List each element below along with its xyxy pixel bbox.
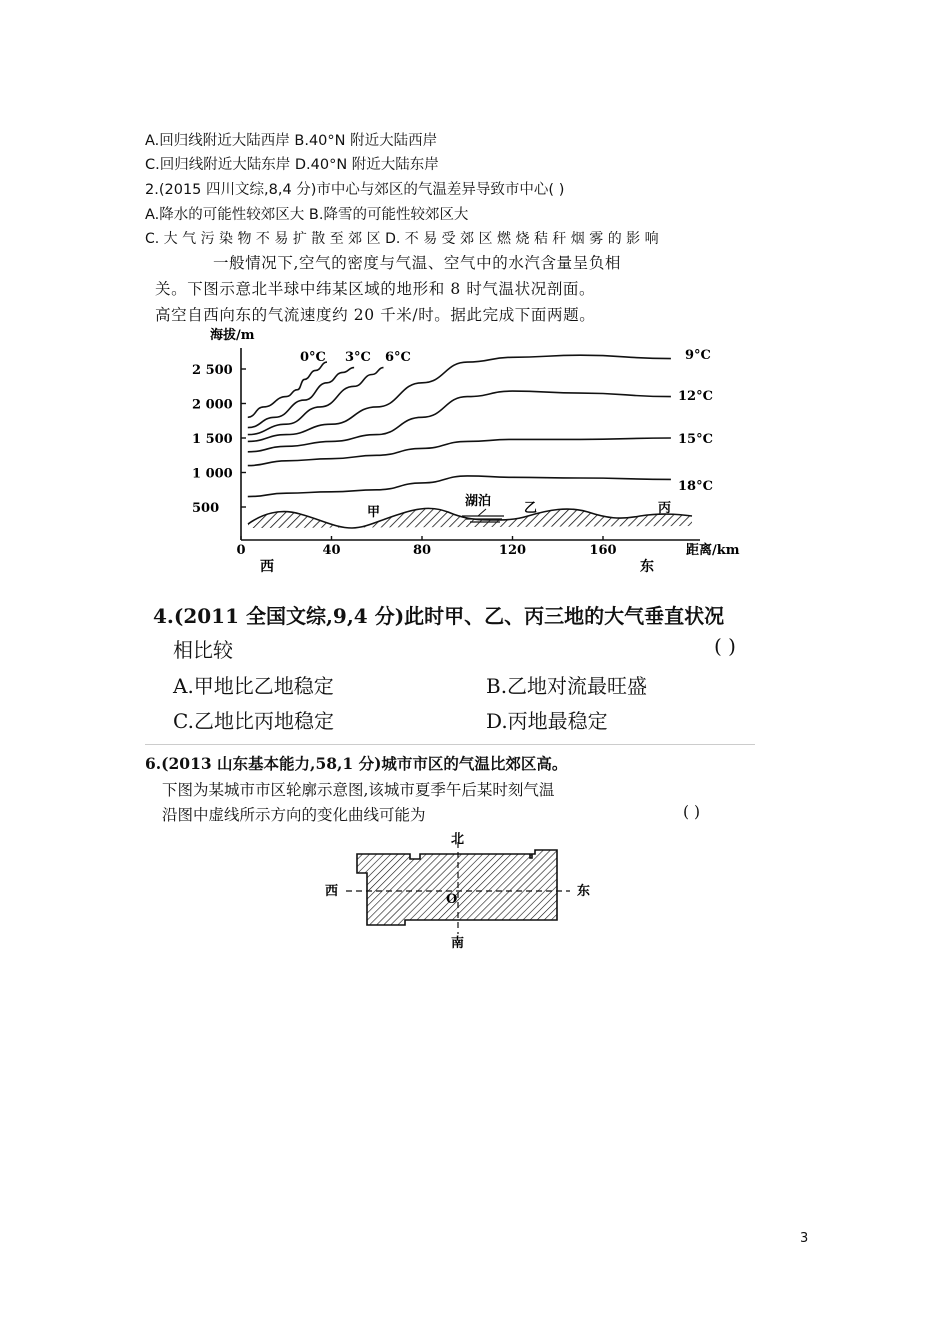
x-tick-label: 0 — [236, 543, 246, 558]
city-area — [357, 850, 557, 925]
x-tick-label: 120 — [498, 543, 527, 558]
q4-option-d: D.丙地最稳定 — [486, 709, 608, 733]
isotherm-line-4 — [248, 391, 671, 452]
map-north-label: 北 — [451, 832, 465, 847]
q4-answer-paren: ( ) — [714, 634, 736, 658]
y-tick-label: 2 500 — [192, 363, 233, 378]
place-bing: 丙 — [658, 501, 672, 516]
map-south-label: 南 — [451, 936, 465, 951]
isotherm-line-6 — [248, 476, 671, 497]
east-label: 东 — [640, 559, 654, 575]
q2-stem: 2.(2015 四川文综,8,4 分)市中心与郊区的气温差异导致市中心( ) — [145, 182, 565, 198]
q6-stem-line-3: 沿图中虚线所示方向的变化曲线可能为 — [162, 806, 426, 824]
q4-option-b: B.乙地对流最旺盛 — [486, 674, 648, 698]
q6-stem-line-2: 下图为某城市市区轮廓示意图,该城市夏季午后某时刻气温 — [162, 781, 555, 799]
y-tick-label: 500 — [192, 501, 220, 516]
y-tick-label: 1 000 — [192, 466, 233, 482]
q1-options-ab: A.回归线附近大陆西岸 B.40°N 附近大陆西岸 — [145, 133, 438, 149]
isotherm-label-6: 6°C — [385, 350, 411, 365]
x-axis-label: 距离/km — [686, 543, 740, 558]
q4-option-a: A.甲地比乙地稳定 — [173, 674, 334, 698]
q4-stem-line-1: 4.(2011 全国文综,9,4 分)此时甲、乙、丙三地的大气垂直状况 — [153, 604, 725, 628]
isotherm-label-12: 12°C — [678, 389, 713, 404]
temperature-cross-section-chart — [180, 322, 780, 582]
isotherm-line-2 — [248, 368, 384, 435]
x-tick-label: 40 — [322, 543, 341, 558]
intro-line-3: 高空自西向东的气流速度约 20 千米/时。据此完成下面两题。 — [155, 306, 596, 324]
q6-stem-line-1: 6.(2013 山东基本能力,58,1 分)城市市区的气温比郊区高。 — [145, 754, 568, 773]
q4-stem-line-2: 相比较 — [173, 638, 233, 662]
isotherm-label-9: 9°C — [685, 348, 711, 363]
intro-line-1: 一般情况下,空气的密度与气温、空气中的水汽含量呈负相 — [213, 254, 622, 272]
map-origin-label: O — [446, 892, 458, 907]
isotherm-label-3: 3°C — [345, 350, 371, 365]
q4-option-c: C.乙地比丙地稳定 — [173, 709, 334, 733]
isotherm-line-5 — [248, 438, 671, 466]
q2-options-cd: C. 大 气 污 染 物 不 易 扩 散 至 郊 区 D. 不 易 受 郊 区 燃 烧 秸 秆 烟 雾 的 影 响 — [145, 231, 659, 247]
isotherm-label-15: 15°C — [678, 432, 713, 447]
place-jia: 甲 — [367, 505, 381, 520]
isotherm-lines — [248, 355, 671, 496]
q1-options-cd: C.回归线附近大陆东岸 D.40°N 附近大陆东岸 — [145, 157, 439, 173]
map-east-label: 东 — [577, 884, 591, 899]
q6-answer-paren: ( ) — [683, 803, 701, 821]
isotherm-label-0: 0°C — [300, 350, 326, 365]
divider — [145, 744, 755, 745]
x-tick-label: 160 — [589, 543, 617, 558]
y-axis-label: 海拔/m — [210, 328, 255, 343]
y-tick-label: 1 500 — [192, 432, 233, 447]
lake-pointer — [478, 509, 486, 516]
place-lake: 湖泊 — [465, 494, 492, 509]
city-outline-map — [310, 826, 600, 956]
y-tick-label: 2 000 — [192, 397, 233, 413]
page-number: 3 — [800, 1231, 809, 1246]
q2-options-ab: A.降水的可能性较郊区大 B.降雪的可能性较郊区大 — [145, 207, 469, 223]
map-west-label: 西 — [325, 884, 339, 899]
isotherm-line-0 — [248, 362, 327, 417]
west-label: 西 — [260, 559, 274, 575]
x-tick-label: 80 — [412, 543, 432, 558]
isotherm-label-18: 18°C — [678, 479, 713, 494]
place-yi: 乙 — [524, 501, 538, 516]
y-ticks — [192, 363, 246, 516]
intro-line-2: 关。下图示意北半球中纬某区域的地形和 8 时气温状况剖面。 — [155, 280, 596, 298]
